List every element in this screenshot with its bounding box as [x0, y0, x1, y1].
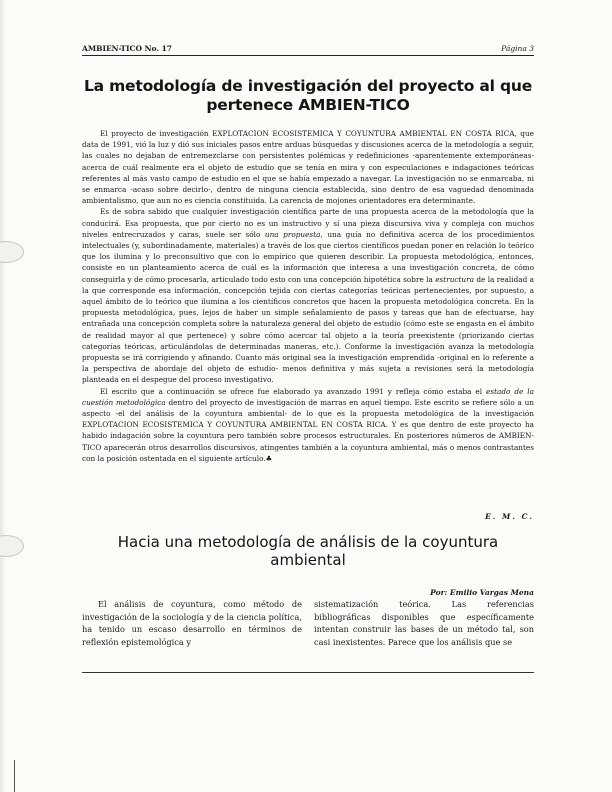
column-left-text: El análisis de coyuntura, como método de investigación de la sociología y de la ciencia política, ha tenido un escaso desarrollo en términos de reflexión epistemológica y [82, 599, 302, 647]
scan-shadow [0, 0, 6, 792]
article-title: La metodología de investigación del proyecto al que pertenece AMBIEN-TICO [83, 77, 533, 114]
column-left [82, 598, 302, 648]
column-right [314, 598, 534, 648]
byline: Por: Emilio Vargas Mena [430, 588, 534, 597]
author-initials: E. M. C. [485, 512, 534, 521]
article-body [82, 128, 534, 464]
bottom-rule [82, 672, 534, 673]
page-number: Página 3 [501, 44, 534, 53]
two-column-body [82, 598, 534, 648]
publication-name: AMBIEN-TICO No. 17 [82, 44, 172, 53]
binder-hole-lower [0, 535, 24, 557]
running-header [82, 44, 534, 56]
paragraph-2: Es de sobra sabido que cualquier investigación científica parte de una propuesta acerca de la metodología que la conducirá. Esa propuesta, que por cierto no es un instructivo y sí una pieza discursiva viva y compleja con muchos niveles entrecruzados y caras, suele ser sólo una propuesta, una guía no definitiva acerca de los procedimientos intelectuales (y, subordinadamente, materiales) a través de los que ciertos científicos puedan poner en relación lo teórico que los ilumina y lo preconsultivo que con lo empírico que quieren describir. La propuesta metodológica, entonces, consiste en un planteamiento acerca de cuál es la información que interesa a una investigación concreta, de cómo conseguirla y de cómo procesarla, articulado todo esto con una concepción hipotética sobre la estructura de la realidad a la que corresponde esa información, concepción tejida con ciertas categorías teóricas pertenecientes, por supuesto, a aquel ámbito de lo teórico que ilumina a los científicos concretos que hacen la propuesta metodológica concreta. En la propuesta metodológica, pues, lejos de haber un simple señalamiento de pasos y tareas que han de efectuarse, hay entrañada una concepción completa sobre la naturaleza general del objeto de estudio (cómo este se engasta en el ámbito de realidad mayor al que pertenece) y sobre cómo acercar tal objeto a la teoría preexistente (priorizando ciertas categorías teóricas, articulándolas de determinadas maneras, etc.). Conforme la investigación avanza la metodología propuesta se irá corrigiendo y afinando. Cuanto más original sea la investigación emprendida -original en lo referente a la perspectiva de abordaje del objeto de estudio- menos definitiva y más sujeta a revisiones será la metodología planteada en el despegue del proceso investigativo. [82, 207, 534, 385]
column-right-text: sistematización teórica. Las referencias bibliográficas disponibles que específicamente intentan construir las bases de un método tal, son casi inexistentes. Parece que los análisis que se [314, 599, 534, 647]
scan-edge-mark [14, 760, 15, 792]
article-title-2: Hacia una metodología de análisis de la coyuntura ambiental [117, 533, 499, 569]
paragraph-3: El escrito que a continuación se ofrece fue elaborado ya avanzado 1991 y refleja cómo estaba el estado de la cuestión metodológica dentro del proyecto de investigación de marras en aquel tiempo. Este escrito se refiere sólo a un aspecto -el del análisis de la coyuntura ambiental- de lo que es la propuesta metodológica de la investigación EXPLOTACION ECOSISTEMICA Y COYUNTURA AMBIENTAL EN COSTA RICA. Y es que dentro de este proyecto ha habido indagación sobre la coyuntura pero también sobre procesos estructurales. En posteriores números de AMBIEN-TICO aparecerán otros desarrollos discursivos, atingentes también a la coyuntura ambiental, más o menos contrastantes con la posición ostentada en el siguiente artículo.♣ [82, 386, 535, 463]
binder-hole-upper [0, 241, 24, 263]
paragraph-1: El proyecto de investigación EXPLOTACION ECOSISTEMICA Y COYUNTURA AMBIENTAL EN COSTA RICA, que data de 1991, vió la luz y dió sus iniciales pasos entre arduas búsquedas y discusiones acerca de la metodología a seguir, las cuales no dejaban de entremezclarse con persistentes polémicas y redefiniciones -aparentemente extemporáneas- acerca de cuál realmente era el objeto de estudio que se tenía en mira y con especulaciones e indagaciones teóricas referentes al más vasto campo de estudio en el que se había empezado a navegar. La investigación no se enmarcaba, ni se enmarca -acaso sobre decirlo-, dentro de ninguna ciencia establecida, sino dentro de esa vaguedad denominada ambientalismo, que aun no es ciencia constituida. La carencia de mojones orientadores era determinante. [82, 129, 534, 206]
